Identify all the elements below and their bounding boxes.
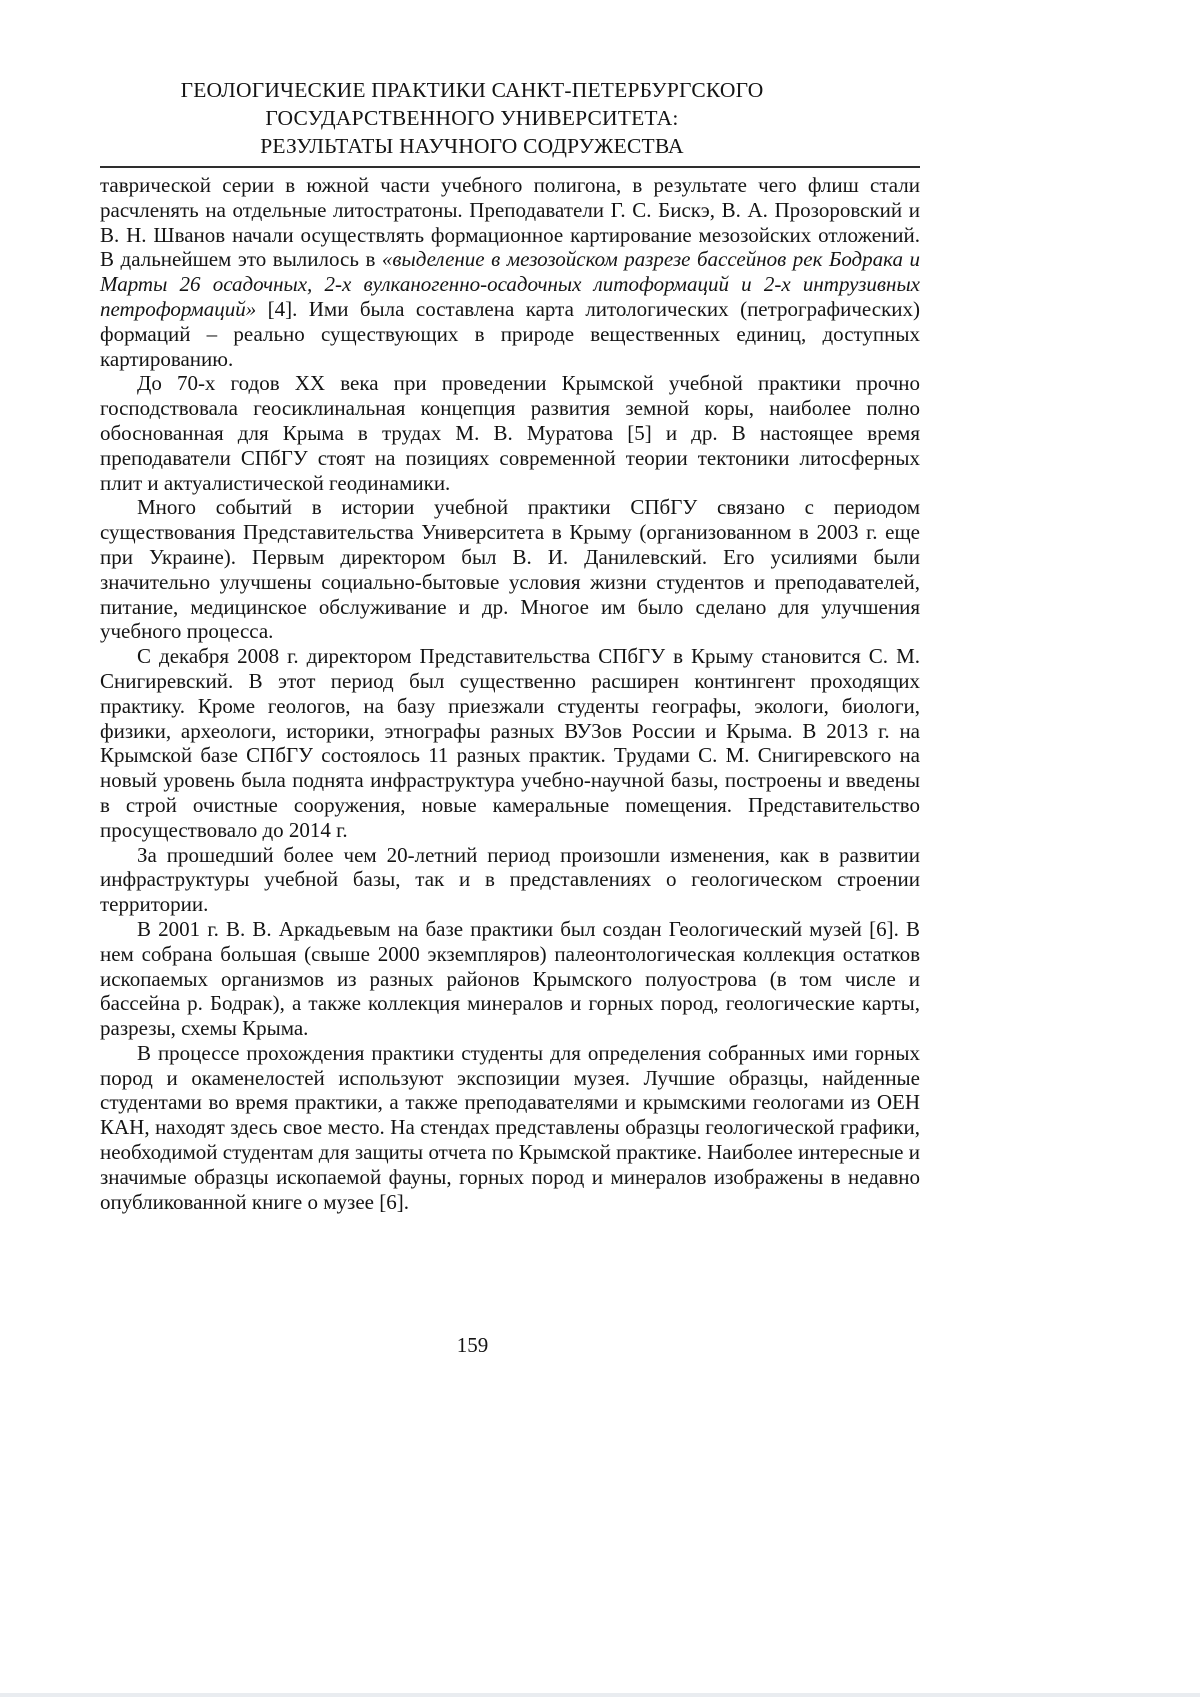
running-title (100, 76, 844, 160)
paragraph-1 (100, 173, 920, 371)
paragraph-4: С декабря 2008 г. директором Представительства СПбГУ в Крыму становится С. М. Снигиревский. В этот период был существенно расширен контингент проходящих практику. Кроме геологов, на базу приезжали студенты географы, экологи, биологи, физики, археологи, историки, этнографы разных ВУЗов России и Крыма. В 2013 г. на Крымской базе СПбГУ состоялось 11 разных практик. Трудами С. М. Снигиревского на новый уровень была поднята инфраструктура учебно-научной базы, построены и введены в строй очистные сооружения, новые камеральные помещения. Представительство просуществовало до 2014 г. (100, 644, 920, 842)
paragraph-3: Много событий в истории учебной практики СПбГУ связано с периодом существования Представительства Университета в Крыму (организованном в 2003 г. еще при Украине). Первым директором был В. И. Данилевский. Его усилиями были значительно улучшены социально-бытовые условия жизни студентов и преподавателей, питание, медицинское обслуживание и др. Многое им было сделано для улучшения учебного процесса. (100, 495, 920, 644)
header-rule (100, 166, 920, 168)
paragraph-7: В процессе прохождения практики студенты для определения собранных ими горных пород и окаменелостей используют экспозиции музея. Лучшие образцы, найденные студентами во время практики, а также преподавателями и крымскими геологами из ОЕН КАН, находят здесь свое место. На стендах представлены образцы геологической графики, необходимой студентам для защиты отчета по Крымской практике. Наиболее интересные и значимые образцы ископаемой фауны, горных пород и минералов изображены в недавно опубликованной книге о музее [6]. (100, 1040, 920, 1214)
body-text (100, 173, 920, 1214)
running-title-line-2: ГОСУДАРСТВЕННОГО УНИВЕРСИТЕТА: (265, 106, 679, 130)
paragraph-1-quote-italic: «выделение в мезозойском разрезе бассейнов рек Бодрака и Марты 26 осадочных, 2-х вулканогенно-осадочных литоформаций и 2-х интрузивных петроформаций» (100, 247, 920, 321)
text-column (100, 76, 920, 1214)
running-title-line-3: РЕЗУЛЬТАТЫ НАУЧНОГО СОДРУЖЕСТВА (260, 134, 684, 158)
running-title-line-1: ГЕОЛОГИЧЕСКИЕ ПРАКТИКИ САНКТ-ПЕТЕРБУРГСКОГО (180, 78, 764, 102)
paragraph-1-text: таврической серии в южной части учебного полигона, в результате чего флиш стали расчленять на отдельные литостратоны. Преподаватели Г. С. Бискэ, В. А. Прозоровский и В. Н. Шванов начали осуществлять формационное картирование мезозойских отложений. В дальнейшем это вылилось в (100, 173, 920, 272)
page-number: 159 (456, 1333, 489, 1357)
paragraph-2: До 70-х годов XX века при проведении Крымской учебной практики прочно господствовала геосиклинальная концепция развития земной коры, наиболее полно обоснованная для Крыма в трудах М. В. Муратова [5] и др. В настоящее время преподаватели СПбГУ стоят на позициях современной теории тектоники литосферных плит и актуалистической геодинамики. (100, 371, 920, 495)
paragraph-1-text-end: [4]. Ими была составлена карта литологических (петрографических) формаций – реально существующих в природе вещественных единиц, доступных картированию. (100, 296, 920, 371)
paragraph-6: В 2001 г. В. В. Аркадьевым на базе практики был создан Геологический музей [6]. В нем собрана большая (свыше 2000 экземпляров) палеонтологическая коллекция остатков ископаемых организмов из разных районов Крымского полуострова (в том числе и бассейна р. Бодрак), а также коллекция минералов и горных пород, геологические карты, разрезы, схемы Крыма. (100, 916, 920, 1041)
viewport-bottom-strip (0, 1693, 1200, 1697)
paragraph-5: За прошедший более чем 20-летний период произошли изменения, как в развитии инфраструктуры учебной базы, так и в представлениях о геологическом строении территории. (100, 842, 920, 917)
